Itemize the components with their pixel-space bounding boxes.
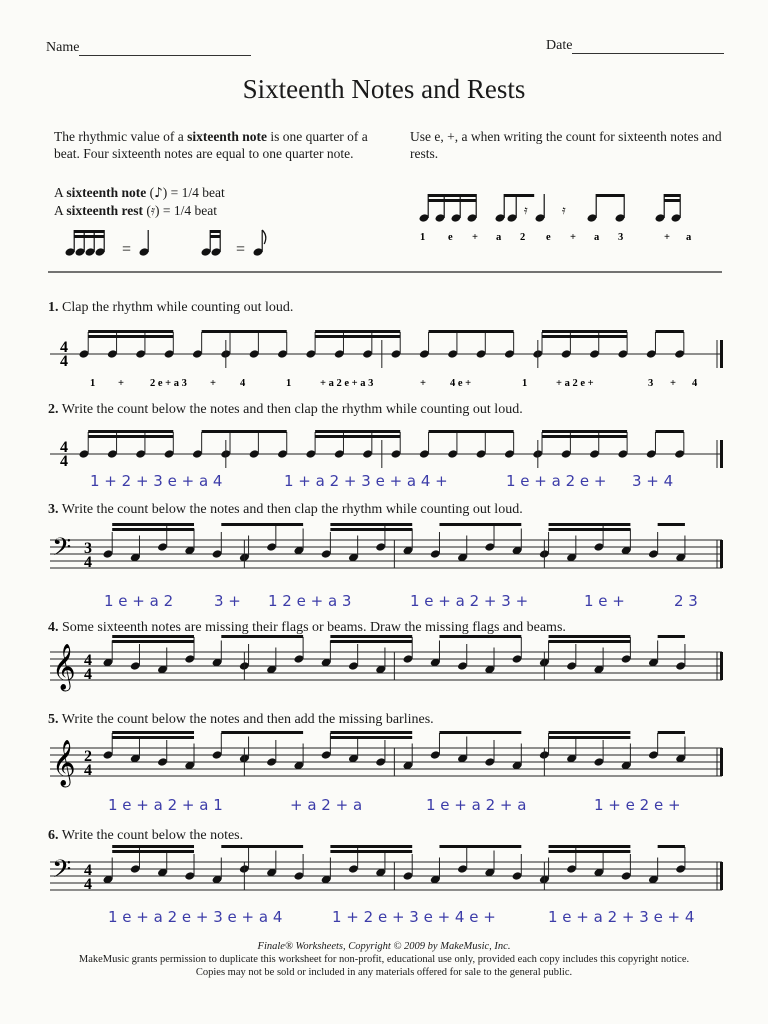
beam [549,731,631,734]
beam [439,731,521,734]
count-label: 1 [420,232,426,243]
beam [210,230,220,233]
count-label: + [472,232,478,243]
handwritten-count: + a 2 + a [290,796,363,814]
time-sig-bottom: 4 [60,353,68,370]
count-label: e [448,232,453,243]
example-rhythm [419,194,692,243]
beam [549,528,631,531]
final-barline [720,440,723,468]
beam [439,523,521,526]
footer-permission: MakeMusic grants permission to duplicate this worksheet for non-profit, educational use only, provided each copy includes this copyright notice. [78,954,690,965]
count-label: 3 [618,232,624,243]
intro-right-text: Use e, +, a when writing the count for sixteenth notes and rests. [410,129,722,161]
exercise-2-instruction: 2. Write the count below the notes and then clap the rhythm while counting out loud. [48,402,523,417]
beam [504,194,534,197]
beam [315,435,400,438]
final-barline [720,748,723,776]
handwritten-count: 1 + e 2 e + [594,796,681,814]
beam [542,435,627,438]
count-label: 4 [692,378,698,389]
equals-sign: = [236,241,246,258]
beam [88,435,173,438]
handwritten-count: 1 e + a 2 + a 1 [108,796,223,814]
handwritten-count: 1 e + a 2 + 3 e + 4 [548,908,695,926]
count-label: a [686,232,692,243]
beam [210,235,220,238]
handwritten-ex5 [108,796,681,814]
sixteenth-rest-def: A sixteenth rest (𝄿) = 1/4 beat [54,203,218,219]
beam [330,640,412,643]
beam [330,736,412,739]
beam [112,523,194,526]
exercise-3-instruction: 3. Write the count below the notes and then clap the rhythm while counting out loud. [48,502,523,517]
handwritten-ex3 [104,592,698,610]
handwritten-count: 1 e + a 2 + a [426,796,527,814]
count-label: 3 [648,378,654,389]
beam [221,523,303,526]
beam [74,230,104,233]
beam [549,523,631,526]
beam [88,430,173,433]
handwritten-count: 2 3 [674,592,698,610]
count-label: + [210,378,216,389]
handwritten-count: 3 + 4 [632,472,674,490]
count-label: 1 [90,378,96,389]
intro-paragraph: The rhythmic value of a sixteenth note is one quarter of a beat. Four sixteenth notes are equal to one quarter note. [54,129,368,161]
beam [429,330,514,333]
beam [112,845,194,848]
staff-ex5 [50,731,723,788]
handwritten-count: 1 + 2 + 3 e + a 4 [90,472,223,490]
sixteenth-rest-icon: 𝄿 [562,203,566,217]
sixteenth-rest-icon: 𝄿 [524,203,528,217]
final-barline [720,652,723,680]
beam [330,850,412,853]
beam [655,330,683,333]
staff-ex6 [50,845,723,893]
staff-ex4 [50,635,723,692]
time-sig-top: 4 [60,439,68,456]
time-sig-bottom: 4 [60,453,68,470]
time-sig-bottom: 4 [84,666,92,683]
count-label: a [594,232,600,243]
handwritten-count: 1 + a 2 + 3 e + a 4 + [284,472,448,490]
count-label: + [420,378,426,389]
count-label: + [570,232,576,243]
beam [330,731,412,734]
beam [112,731,194,734]
handwritten-ex2 [90,472,673,490]
time-sig-top: 2 [84,748,92,765]
count-label: 1 [286,378,292,389]
count-label: 1 [522,378,528,389]
beam [596,194,624,197]
count-label: 2 e + a 3 [150,378,187,389]
count-label: + a 2 e + [556,378,594,389]
time-sig-bottom: 4 [84,876,92,893]
beam [315,335,400,338]
beam [112,528,194,531]
count-label: 4 e + [450,378,472,389]
beam [655,430,683,433]
handwritten-count: 1 e + a 2 e + 3 e + a 4 [108,908,283,926]
beam [112,640,194,643]
beam [330,845,412,848]
beam [664,194,680,197]
bass-clef-icon: 𝄢 [52,855,72,890]
beam [439,845,521,848]
handwritten-count: 1 e + a 2 + 3 + [410,592,529,610]
beam [549,845,631,848]
beam [542,330,627,333]
handwritten-ex6 [108,908,694,926]
time-sig-bottom: 4 [84,554,92,571]
count-label: e [546,232,551,243]
count-label: + [118,378,124,389]
footer [0,940,768,979]
count-label: + [670,378,676,389]
time-sig-top: 4 [84,862,92,879]
time-sig-bottom: 4 [84,762,92,779]
handwritten-count: 1 e + a 2 e + [506,472,607,490]
beam [330,528,412,531]
treble-clef-icon: 𝄞 [52,644,76,690]
count-label: 2 [520,232,526,243]
beam [112,850,194,853]
handwritten-count: 3 + [214,592,241,610]
beam [428,194,476,197]
beam [221,845,303,848]
handwritten-count: 1 e + a 2 [104,592,174,610]
handwritten-count: 1 2 e + a 3 [268,592,352,610]
time-sig-top: 4 [84,652,92,669]
beam [549,736,631,739]
sixteenth-note-def: A sixteenth note (♪) = 1/4 beat [54,185,225,201]
count-label: + a 2 e + a 3 [320,378,374,389]
exercise-5-instruction: 5. Write the count below the notes and then add the missing barlines. [48,712,434,727]
final-barline [720,340,723,368]
count-label: a [496,232,502,243]
beam [88,330,173,333]
exercise-1-instruction: 1. Clap the rhythm while counting out loud. [48,300,294,315]
final-barline [720,862,723,890]
date-label: Date [546,38,573,53]
footer-restriction: Copies may not be sold or included in any materials offered for sale to the general public. [195,967,573,978]
beam [315,430,400,433]
beam [664,199,680,202]
beam [429,430,514,433]
footer-copyright: Finale® Worksheets, Copyright © 2009 by MakeMusic, Inc. [257,941,511,952]
beam [542,430,627,433]
exercise-6-instruction: 6. Write the count below the notes. [48,828,244,843]
handwritten-count: 1 e + [584,592,625,610]
count-label: + [664,232,670,243]
staff-ex3 [50,523,723,571]
beam [658,731,685,734]
beam [202,330,287,333]
equals-sign: = [122,241,132,258]
example-counts [420,232,692,243]
staff-ex1 [50,330,723,370]
bass-clef-icon: 𝄢 [52,533,72,568]
beam [658,845,685,848]
beam [221,731,303,734]
beam [658,523,685,526]
count-label: 4 [240,378,246,389]
beam [112,736,194,739]
ex1-counts [90,378,698,389]
handwritten-count: 1 + 2 e + 3 e + 4 e + [332,908,496,926]
beam [74,235,104,238]
beam [88,335,173,338]
final-barline [720,540,723,568]
beam [428,199,476,202]
beam [658,635,685,638]
beam [542,335,627,338]
page-title: Sixteenth Notes and Rests [242,74,526,104]
time-sig-top: 3 [84,540,92,557]
beam [330,523,412,526]
time-sig-top: 4 [60,339,68,356]
treble-clef-icon: 𝄞 [52,740,76,786]
beam [202,430,287,433]
exercise-4-instruction: 4. Some sixteenth notes are missing their flags or beams. Draw the missing flags and beams. [48,620,566,635]
name-label: Name [46,40,80,55]
equivalence-diagram [65,230,266,258]
staff-ex2 [50,430,723,470]
beam [549,850,631,853]
beam [549,640,631,643]
beam [315,330,400,333]
